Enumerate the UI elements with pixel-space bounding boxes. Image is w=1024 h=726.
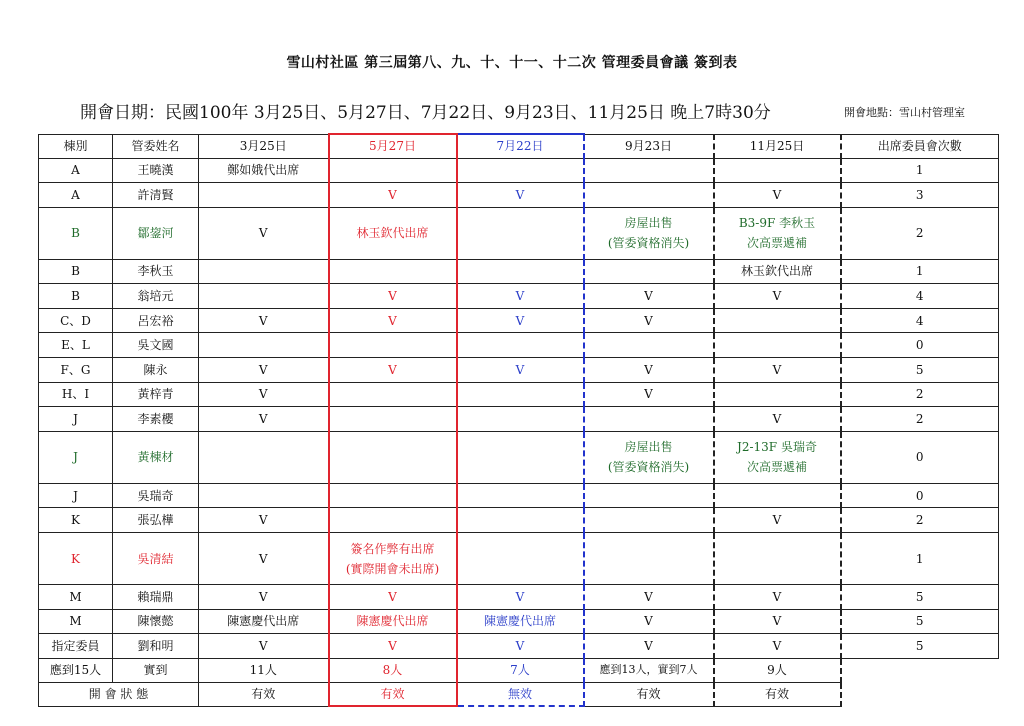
- header-nov25: 11月25日: [714, 134, 841, 158]
- note-line: 房屋出售: [624, 216, 673, 231]
- cell-may27: [329, 333, 457, 358]
- cell-nov25: V: [714, 407, 841, 432]
- cell-mar25: [199, 284, 329, 309]
- cell-may27: V: [329, 634, 457, 659]
- table-row: [39, 431, 999, 483]
- cell-count: 2: [841, 407, 999, 432]
- cell-building: M: [39, 609, 113, 634]
- cell-building: A: [39, 183, 113, 208]
- cell-mar25: [199, 431, 329, 483]
- table-row: [39, 634, 999, 659]
- cell-mar25: V: [199, 207, 329, 259]
- table-row: [39, 382, 999, 407]
- cell-sep23: [584, 483, 714, 508]
- status-mar25: 有效: [199, 682, 329, 706]
- cell-building: J: [39, 407, 113, 432]
- cell-building: J: [39, 431, 113, 483]
- cell-jul22: [457, 333, 584, 358]
- cell-nov25: [714, 483, 841, 508]
- cell-may27: V: [329, 284, 457, 309]
- cell-sep23: V: [584, 585, 714, 610]
- cell-mar25: V: [199, 382, 329, 407]
- cell-count: 0: [841, 431, 999, 483]
- status-sep23: 有效: [584, 682, 714, 706]
- cell-name: 鄒鋆河: [113, 207, 199, 259]
- cell-name: 陳懷懿: [113, 609, 199, 634]
- header-sep23: 9月23日: [584, 134, 714, 158]
- header-name: 管委姓名: [113, 134, 199, 158]
- cell-building: K: [39, 533, 113, 585]
- cell-name: 吳文國: [113, 333, 199, 358]
- cell-count: 5: [841, 585, 999, 610]
- empty-cell: [841, 682, 999, 706]
- totals-may27: 8人: [329, 658, 457, 682]
- document-title: 雪山村社區 第三屆第八、九、十、十一、十二次 管理委員會議 簽到表: [286, 55, 738, 71]
- table-row: [39, 508, 999, 533]
- cell-sep23: [584, 183, 714, 208]
- cell-building: F、G: [39, 358, 113, 383]
- cell-name: 陳永: [113, 358, 199, 383]
- note-line: (管委資格消失): [607, 236, 690, 251]
- cell-sep23: [584, 158, 714, 183]
- cell-nov25: V: [714, 609, 841, 634]
- cell-mar25: V: [199, 508, 329, 533]
- cell-nov25: [714, 533, 841, 585]
- cell-jul22: [457, 158, 584, 183]
- cell-mar25: V: [199, 358, 329, 383]
- table-row: [39, 183, 999, 208]
- cell-name: 吳清結: [113, 533, 199, 585]
- cell-jul22: V: [457, 634, 584, 659]
- header-jul22: 7月22日: [457, 134, 584, 158]
- header-count: 出席委員會次數: [841, 134, 999, 158]
- header-mar25: 3月25日: [199, 134, 329, 158]
- cell-nov25: V: [714, 284, 841, 309]
- cell-jul22: [457, 207, 584, 259]
- note-line: 次高票遞補: [746, 460, 807, 475]
- cell-jul22: V: [457, 585, 584, 610]
- cell-may27: V: [329, 183, 457, 208]
- cell-nov25: [714, 382, 841, 407]
- cell-jul22: [457, 483, 584, 508]
- cell-nov25: [714, 158, 841, 183]
- cell-name: 李素櫻: [113, 407, 199, 432]
- cell-building: E、L: [39, 333, 113, 358]
- cell-mar25: [199, 259, 329, 284]
- cell-count: 5: [841, 634, 999, 659]
- cell-nov25: [714, 431, 841, 483]
- totals-jul22: 7人: [457, 658, 584, 682]
- table-row: [39, 358, 999, 383]
- empty-cell: [841, 658, 999, 682]
- cell-nov25: [714, 207, 841, 259]
- cell-sep23: [584, 533, 714, 585]
- cell-may27: [329, 431, 457, 483]
- cell-mar25: V: [199, 585, 329, 610]
- note-line: 次高票遞補: [746, 236, 807, 251]
- cell-sep23: [584, 333, 714, 358]
- cell-nov25: [714, 333, 841, 358]
- status-row: [39, 682, 999, 706]
- cell-sep23: V: [584, 634, 714, 659]
- cell-count: 4: [841, 308, 999, 333]
- table-row: [39, 609, 999, 634]
- table-row: [39, 483, 999, 508]
- cell-name: 黃梓青: [113, 382, 199, 407]
- cell-mar25: 陳憲慶代出席: [199, 609, 329, 634]
- table-row: [39, 585, 999, 610]
- table-row: [39, 533, 999, 585]
- cell-sep23: V: [584, 284, 714, 309]
- cell-name: 劉和明: [113, 634, 199, 659]
- cell-count: 1: [841, 259, 999, 284]
- cell-jul22: [457, 431, 584, 483]
- cell-nov25: [714, 308, 841, 333]
- cell-may27: [329, 483, 457, 508]
- cell-sep23: [584, 407, 714, 432]
- cell-mar25: [199, 333, 329, 358]
- cell-building: B: [39, 259, 113, 284]
- status-jul22: 無效: [457, 682, 584, 706]
- cell-may27: [329, 158, 457, 183]
- cell-count: 4: [841, 284, 999, 309]
- cell-mar25: V: [199, 308, 329, 333]
- table-row: [39, 333, 999, 358]
- header-building: 棟別: [39, 134, 113, 158]
- table-row: [39, 259, 999, 284]
- header-may27: 5月27日: [329, 134, 457, 158]
- cell-count: 5: [841, 358, 999, 383]
- cell-may27: [329, 259, 457, 284]
- cell-sep23: V: [584, 358, 714, 383]
- cell-count: 3: [841, 183, 999, 208]
- cell-nov25: V: [714, 585, 841, 610]
- cell-sep23: [584, 259, 714, 284]
- cell-sep23: [584, 508, 714, 533]
- cell-nov25: V: [714, 358, 841, 383]
- cell-nov25: V: [714, 508, 841, 533]
- cell-sep23: V: [584, 308, 714, 333]
- cell-count: 2: [841, 508, 999, 533]
- cell-name: 翁培元: [113, 284, 199, 309]
- cell-nov25: 林玉欽代出席: [714, 259, 841, 284]
- cell-name: 李秋玉: [113, 259, 199, 284]
- cell-count: 2: [841, 207, 999, 259]
- status-label: 開 會 狀 態: [39, 682, 199, 706]
- table-row: [39, 407, 999, 432]
- cell-building: 指定委員: [39, 634, 113, 659]
- note-line: 房屋出售: [624, 440, 673, 455]
- cell-may27: [329, 382, 457, 407]
- cell-jul22: [457, 382, 584, 407]
- cell-mar25: 鄭如娥代出席: [199, 158, 329, 183]
- cell-mar25: V: [199, 533, 329, 585]
- cell-name: 吳瑞奇: [113, 483, 199, 508]
- cell-count: 1: [841, 533, 999, 585]
- table-row: [39, 158, 999, 183]
- cell-mar25: [199, 183, 329, 208]
- cell-count: 5: [841, 609, 999, 634]
- cell-jul22: 陳憲慶代出席: [457, 609, 584, 634]
- totals-expected: 應到15人: [39, 658, 113, 682]
- cell-count: 0: [841, 483, 999, 508]
- cell-name: 王曉漢: [113, 158, 199, 183]
- cell-may27: V: [329, 585, 457, 610]
- totals-nov25: 9人: [714, 658, 841, 682]
- cell-may27: V: [329, 358, 457, 383]
- cell-jul22: V: [457, 284, 584, 309]
- note-line: (實際開會未出席): [345, 561, 440, 576]
- table-row: [39, 308, 999, 333]
- totals-row: [39, 658, 999, 682]
- totals-label: 實到: [113, 658, 199, 682]
- cell-mar25: V: [199, 407, 329, 432]
- cell-sep23: [584, 431, 714, 483]
- totals-mar25: 11人: [199, 658, 329, 682]
- cell-building: B: [39, 207, 113, 259]
- cell-building: J: [39, 483, 113, 508]
- cell-jul22: [457, 533, 584, 585]
- cell-jul22: V: [457, 308, 584, 333]
- status-may27: 有效: [329, 682, 457, 706]
- cell-count: 0: [841, 333, 999, 358]
- attendance-table: [38, 133, 999, 707]
- note-line: 簽名作弊有出席: [350, 541, 435, 556]
- cell-may27: [329, 407, 457, 432]
- cell-may27: 陳憲慶代出席: [329, 609, 457, 634]
- cell-name: 呂宏裕: [113, 308, 199, 333]
- cell-count: 2: [841, 382, 999, 407]
- note-line: (管委資格消失): [607, 460, 690, 475]
- cell-name: 許清賢: [113, 183, 199, 208]
- cell-name: 賴瑞鼎: [113, 585, 199, 610]
- note-line: J2-13F 吳瑞奇: [737, 440, 817, 455]
- table-row: [39, 284, 999, 309]
- cell-building: C、D: [39, 308, 113, 333]
- cell-may27: 林玉欽代出席: [329, 207, 457, 259]
- table-row: [39, 207, 999, 259]
- cell-sep23: [584, 207, 714, 259]
- cell-building: K: [39, 508, 113, 533]
- cell-nov25: V: [714, 634, 841, 659]
- cell-mar25: [199, 483, 329, 508]
- cell-may27: [329, 533, 457, 585]
- cell-may27: [329, 508, 457, 533]
- cell-building: A: [39, 158, 113, 183]
- cell-sep23: V: [584, 382, 714, 407]
- cell-jul22: V: [457, 183, 584, 208]
- cell-jul22: [457, 407, 584, 432]
- meeting-dates: 開會日期：民國100年 3月25日、5月27日、7月22日、9月23日、11月25日 晚上7時30分: [80, 103, 771, 123]
- note-line: B3-9F 李秋玉: [738, 216, 816, 231]
- cell-name: 黃棟材: [113, 431, 199, 483]
- cell-count: 1: [841, 158, 999, 183]
- cell-mar25: V: [199, 634, 329, 659]
- cell-building: H、I: [39, 382, 113, 407]
- cell-jul22: [457, 259, 584, 284]
- header-row: [39, 134, 999, 158]
- cell-building: M: [39, 585, 113, 610]
- cell-building: B: [39, 284, 113, 309]
- cell-nov25: V: [714, 183, 841, 208]
- cell-sep23: V: [584, 609, 714, 634]
- meeting-location: 開會地點：雪山村管理室: [844, 106, 965, 119]
- totals-sep23: 應到13人，實到7人: [584, 658, 714, 682]
- cell-may27: V: [329, 308, 457, 333]
- status-nov25: 有效: [714, 682, 841, 706]
- cell-name: 張弘樺: [113, 508, 199, 533]
- cell-jul22: [457, 508, 584, 533]
- cell-jul22: V: [457, 358, 584, 383]
